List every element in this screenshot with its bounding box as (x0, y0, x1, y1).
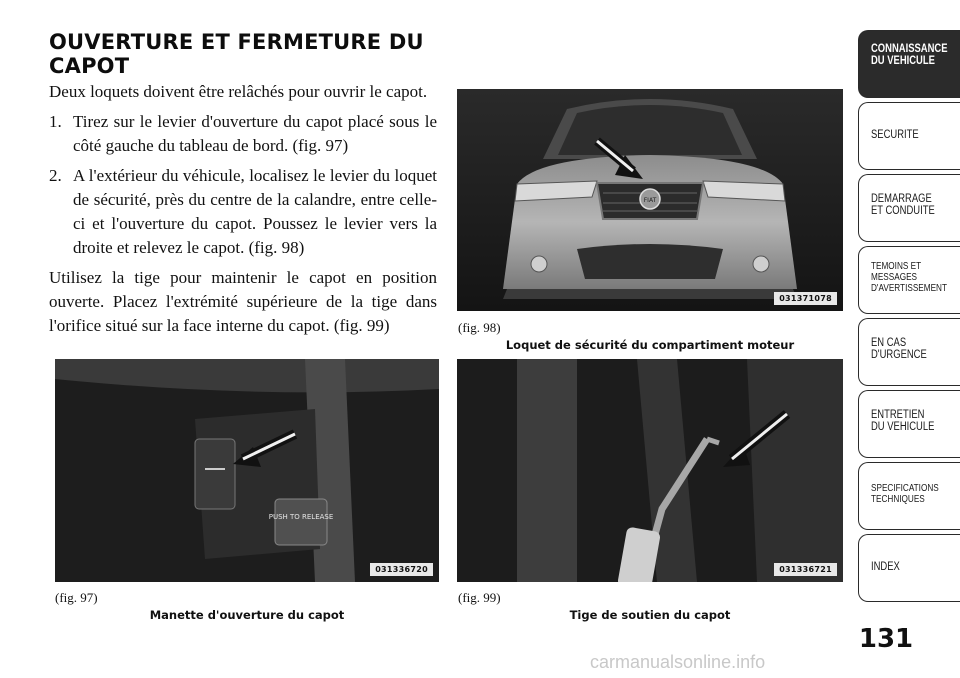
step-item (49, 110, 437, 158)
tab-label: TEMOINS ET (871, 261, 922, 272)
tab-label: DEMARRAGE (871, 193, 932, 205)
section-title-line1: OUVERTURE ET FERMETURE DU (49, 30, 424, 54)
step-number: 1. (49, 112, 62, 131)
tab-entretien-du-vehicule[interactable] (858, 390, 960, 458)
figure-code: 031336721 (774, 563, 837, 576)
figure-99-ref: (fig. 99) (458, 590, 501, 605)
figure-99-caption: Tige de soutien du capot (569, 608, 731, 622)
figure-98-caption: Loquet de sécurité du compartiment moteur (505, 338, 795, 352)
figure-98-ref: (fig. 98) (458, 320, 501, 335)
hood-release-illustration (55, 359, 439, 582)
section-title-line2: CAPOT (49, 54, 130, 78)
tab-demarrage-et-conduite[interactable] (858, 174, 960, 242)
step-item (49, 164, 437, 260)
tab-label: MESSAGES (871, 272, 918, 283)
figure-99-image (457, 359, 843, 582)
tab-label: DU VEHICULE (871, 421, 935, 433)
body-text (49, 80, 437, 344)
figure-97-image (55, 359, 439, 582)
step-text: Tirez sur le levier d'ouverture du capot placé sous le côté gauche du tableau de bord. (fig. 97) (73, 112, 437, 155)
tab-specifications-techniques[interactable] (858, 462, 960, 530)
tab-label: CONNAISSANCE (871, 43, 948, 55)
figure-code: 031336720 (370, 563, 433, 576)
push-to-release-label: PUSH TO RELEASE (268, 513, 334, 521)
section-title (49, 30, 449, 78)
tab-securite[interactable] (858, 102, 960, 170)
figure-code: 031371078 (774, 292, 837, 305)
tab-label: SPECIFICATIONS (871, 483, 939, 494)
tab-en-cas-d-urgence[interactable] (858, 318, 960, 386)
car-front-illustration (457, 89, 843, 311)
fiat-badge-text: FIAT (643, 197, 657, 204)
tab-index[interactable] (858, 534, 960, 602)
tab-label: INDEX (871, 561, 900, 573)
intro-paragraph: Deux loquets doivent être relâchés pour ouvrir le capot. (49, 82, 428, 101)
tab-label: ENTRETIEN (871, 409, 925, 421)
tab-label: DU VEHICULE (871, 55, 935, 67)
watermark-text: carmanualsonline.info (590, 652, 766, 672)
step-number: 2. (49, 166, 62, 185)
steps-list (49, 110, 437, 260)
figure-97-ref: (fig. 97) (55, 590, 98, 605)
outro-paragraph: Utilisez la tige pour maintenir le capot en position ouverte. Placez l'extrémité supérieure de la tige dans l'orifice situé sur la face interne du capot. (fig. 99) (49, 268, 437, 335)
tab-label: D'URGENCE (871, 349, 927, 361)
step-text: A l'extérieur du véhicule, localisez le levier du loquet de sécurité, près du centre de la calandre, entre celle-ci et l'ouverture du capot. Poussez le levier vers la droite et relevez le capot. (fig. 98) (73, 166, 437, 257)
tab-temoins-et-messages[interactable] (858, 246, 960, 314)
tab-label: ET CONDUITE (871, 205, 935, 217)
figure-97-caption: Manette d'ouverture du capot (149, 608, 345, 622)
tab-label: EN CAS (871, 337, 907, 349)
tab-label: D'AVERTISSEMENT (871, 283, 947, 294)
tab-label: SECURITE (871, 129, 919, 141)
tab-connaissance-du-vehicule[interactable] (858, 30, 960, 98)
tab-label: TECHNIQUES (871, 494, 925, 505)
page-number: 131 (858, 624, 914, 654)
figure-98-image (457, 89, 843, 311)
chapter-tabs (858, 30, 960, 606)
prop-rod-illustration (457, 359, 843, 582)
